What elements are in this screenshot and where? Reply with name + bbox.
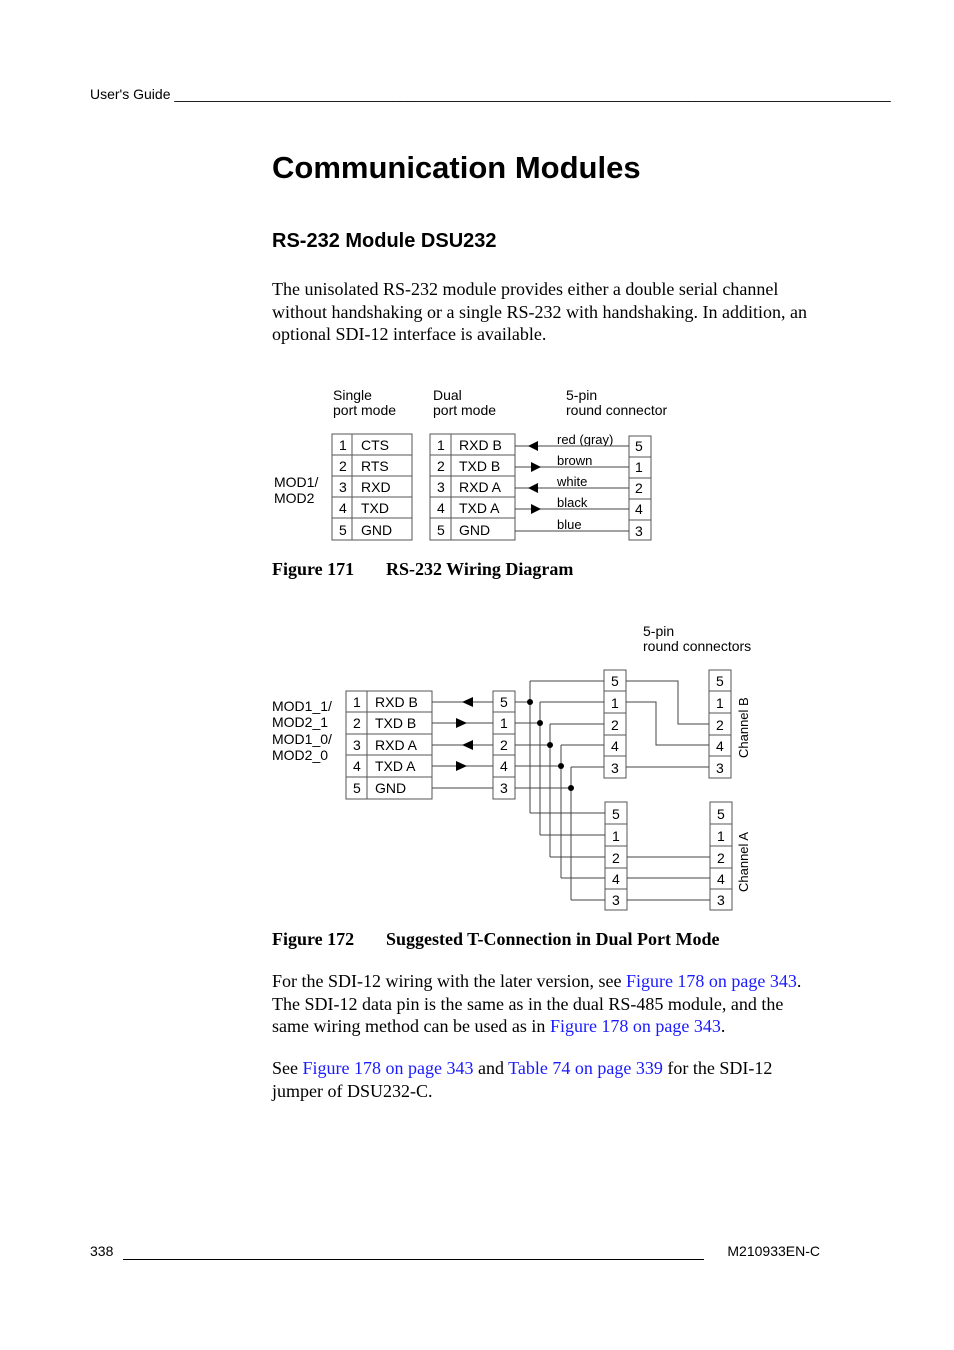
caption-title: RS-232 Wiring Diagram [386, 559, 574, 579]
dual-pin-sig: GND [459, 522, 491, 538]
channel-b-pin: 1 [611, 695, 619, 711]
dual-pin-num: 5 [437, 522, 445, 538]
dual-pin-sig: RXD A [459, 479, 502, 495]
mod-label: MOD2_0 [272, 747, 329, 763]
single-pin-num: 1 [339, 437, 347, 453]
paragraph-text: For the SDI-12 wiring with the later version, see [272, 971, 626, 991]
header-text: User's Guide [90, 86, 171, 102]
channel-a-pin: 1 [612, 828, 620, 844]
arrow-right-icon [531, 462, 541, 472]
connector-pin: 3 [500, 780, 508, 796]
pin-num: 1 [353, 694, 361, 710]
channel-a-pin: 3 [717, 892, 725, 908]
pin-sig: RXD A [375, 737, 418, 753]
dual-pin-sig: TXD B [459, 458, 501, 474]
channel-a-pin: 4 [717, 871, 725, 887]
channel-a-pin: 2 [717, 850, 725, 866]
connector-pin: 2 [635, 480, 643, 496]
mod-label-2: MOD2 [274, 490, 315, 506]
channel-a-pin: 2 [612, 850, 620, 866]
single-pin-num: 2 [339, 458, 347, 474]
pin-sig: RXD B [375, 694, 418, 710]
single-pin-num: 4 [339, 500, 347, 516]
pin-sig: TXD A [375, 758, 416, 774]
pin-num: 5 [353, 780, 361, 796]
channel-b-pin: 4 [716, 738, 724, 754]
junction-dot [537, 720, 543, 726]
sdi-wiring-paragraph [272, 970, 820, 1038]
channel-b-pin: 2 [716, 717, 724, 733]
single-mode-label-1: Single [333, 387, 372, 403]
paragraph-text: . [720, 1016, 726, 1036]
dual-pin-num: 2 [437, 458, 445, 474]
pin-sig: GND [375, 780, 407, 796]
arrow-left-icon [462, 740, 473, 750]
mod-label: MOD1_0/ [272, 731, 332, 747]
arrow-left-icon [462, 697, 473, 707]
dual-pin-sig: RXD B [459, 437, 502, 453]
single-mode-label-2: port mode [333, 402, 397, 418]
pin-num: 4 [353, 758, 361, 774]
arrow-right-icon [531, 504, 541, 514]
footer-rule [123, 1259, 704, 1260]
connectors-label-1: 5-pin [643, 623, 675, 639]
channel-b-pin: 4 [611, 738, 619, 754]
wire-color-label: black [557, 495, 588, 510]
wire-color-label: white [557, 474, 588, 489]
arrow-left-icon [528, 441, 538, 451]
dual-pin-num: 4 [437, 500, 445, 516]
paragraph-text: and [473, 1058, 509, 1078]
mod-label: MOD2_1 [272, 714, 329, 730]
channel-b-label: Channel B [736, 697, 751, 758]
paragraph-text: . The SDI-12 data pin is the same as in the dual RS-485 module, and the same wiring method can be used as in [272, 971, 802, 1036]
dual-mode-label-1: Dual [433, 387, 462, 403]
single-pin-sig: RXD [361, 479, 391, 495]
mod-label-1: MOD1/ [274, 474, 319, 490]
channel-b-pin: 3 [716, 760, 724, 776]
connector-pin: 5 [635, 438, 643, 454]
single-pin-sig: CTS [361, 437, 389, 453]
junction-dot [547, 742, 553, 748]
arrow-right-icon [456, 718, 467, 728]
channel-a-label: Channel A [736, 832, 751, 892]
paragraph-text: See [272, 1058, 303, 1078]
figure-178-link[interactable]: Figure 178 on page 343 [302, 1058, 474, 1078]
rs232-wiring-diagram [270, 384, 680, 544]
single-pin-num: 5 [339, 522, 347, 538]
dual-pin-num: 1 [437, 437, 445, 453]
page-number: 338 [90, 1243, 114, 1259]
connector-pin: 5 [500, 694, 508, 710]
junction-dot [558, 763, 564, 769]
sdi-jumper-paragraph [272, 1057, 820, 1102]
single-pin-num: 3 [339, 479, 347, 495]
connector-label-2: round connector [566, 402, 668, 418]
pin-num: 3 [353, 737, 361, 753]
single-pin-sig: RTS [361, 458, 389, 474]
intro-paragraph: The unisolated RS-232 module provides either a double serial channel without handshaking or a single RS-232 with handshaking. In addition, an optional SDI-12 interface is available. [272, 279, 807, 344]
single-pin-sig: TXD [361, 500, 389, 516]
channel-a-pin: 5 [717, 806, 725, 822]
page-header: User's Guide ____________________________________________________________________________________________ [90, 86, 891, 102]
page-title: Communication Modules [272, 150, 641, 185]
dual-pin-sig: TXD A [459, 500, 500, 516]
single-pin-sig: GND [361, 522, 393, 538]
figure-178-link[interactable]: Figure 178 on page 343 [625, 971, 797, 991]
pin-num: 2 [353, 715, 361, 731]
channel-b-pin: 5 [716, 673, 724, 689]
channel-b-pin: 2 [611, 717, 619, 733]
connector-pin: 2 [500, 737, 508, 753]
channel-b-pin: 5 [611, 673, 619, 689]
document-code: M210933EN-C [727, 1243, 820, 1259]
connector-pin: 1 [500, 715, 508, 731]
table-74-link[interactable]: Table 74 on page 339 [508, 1058, 663, 1078]
channel-a-pin: 4 [612, 871, 620, 887]
connector-pin: 4 [635, 501, 643, 517]
junction-dot [527, 699, 533, 705]
connector-pin: 3 [635, 523, 643, 539]
caption-number: Figure 172 [272, 929, 355, 949]
channel-b-pin: 1 [716, 695, 724, 711]
figure-178-link[interactable]: Figure 178 on page 343 [549, 1016, 721, 1036]
caption-title: Suggested T-Connection in Dual Port Mode [386, 929, 720, 949]
channel-a-pin: 3 [612, 892, 620, 908]
caption-number: Figure 171 [272, 559, 355, 579]
figure-171-caption [272, 559, 574, 580]
figure-172-caption [272, 929, 720, 950]
channel-b-pin: 3 [611, 760, 619, 776]
dual-pin-num: 3 [437, 479, 445, 495]
junction-dot [568, 785, 574, 791]
t-connection-diagram [270, 620, 770, 915]
wire-color-label: blue [557, 517, 582, 532]
connector-pin: 4 [500, 758, 508, 774]
channel-a-pin: 1 [717, 828, 725, 844]
section-title: RS-232 Module DSU232 [272, 230, 497, 252]
arrow-left-icon [528, 483, 538, 493]
connectors-label-2: round connectors [643, 638, 752, 654]
connector-pin: 1 [635, 459, 643, 475]
channel-a-pin: 5 [612, 806, 620, 822]
wire-color-label: red (gray) [557, 432, 614, 447]
dual-mode-label-2: port mode [433, 402, 497, 418]
wire-color-label: brown [557, 453, 593, 468]
paragraph-text: for the SDI-12 jumper of DSU232-C. [272, 1058, 773, 1101]
mod-label: MOD1_1/ [272, 698, 332, 714]
pin-sig: TXD B [375, 715, 417, 731]
arrow-right-icon [456, 761, 467, 771]
connector-label-1: 5-pin [566, 387, 598, 403]
